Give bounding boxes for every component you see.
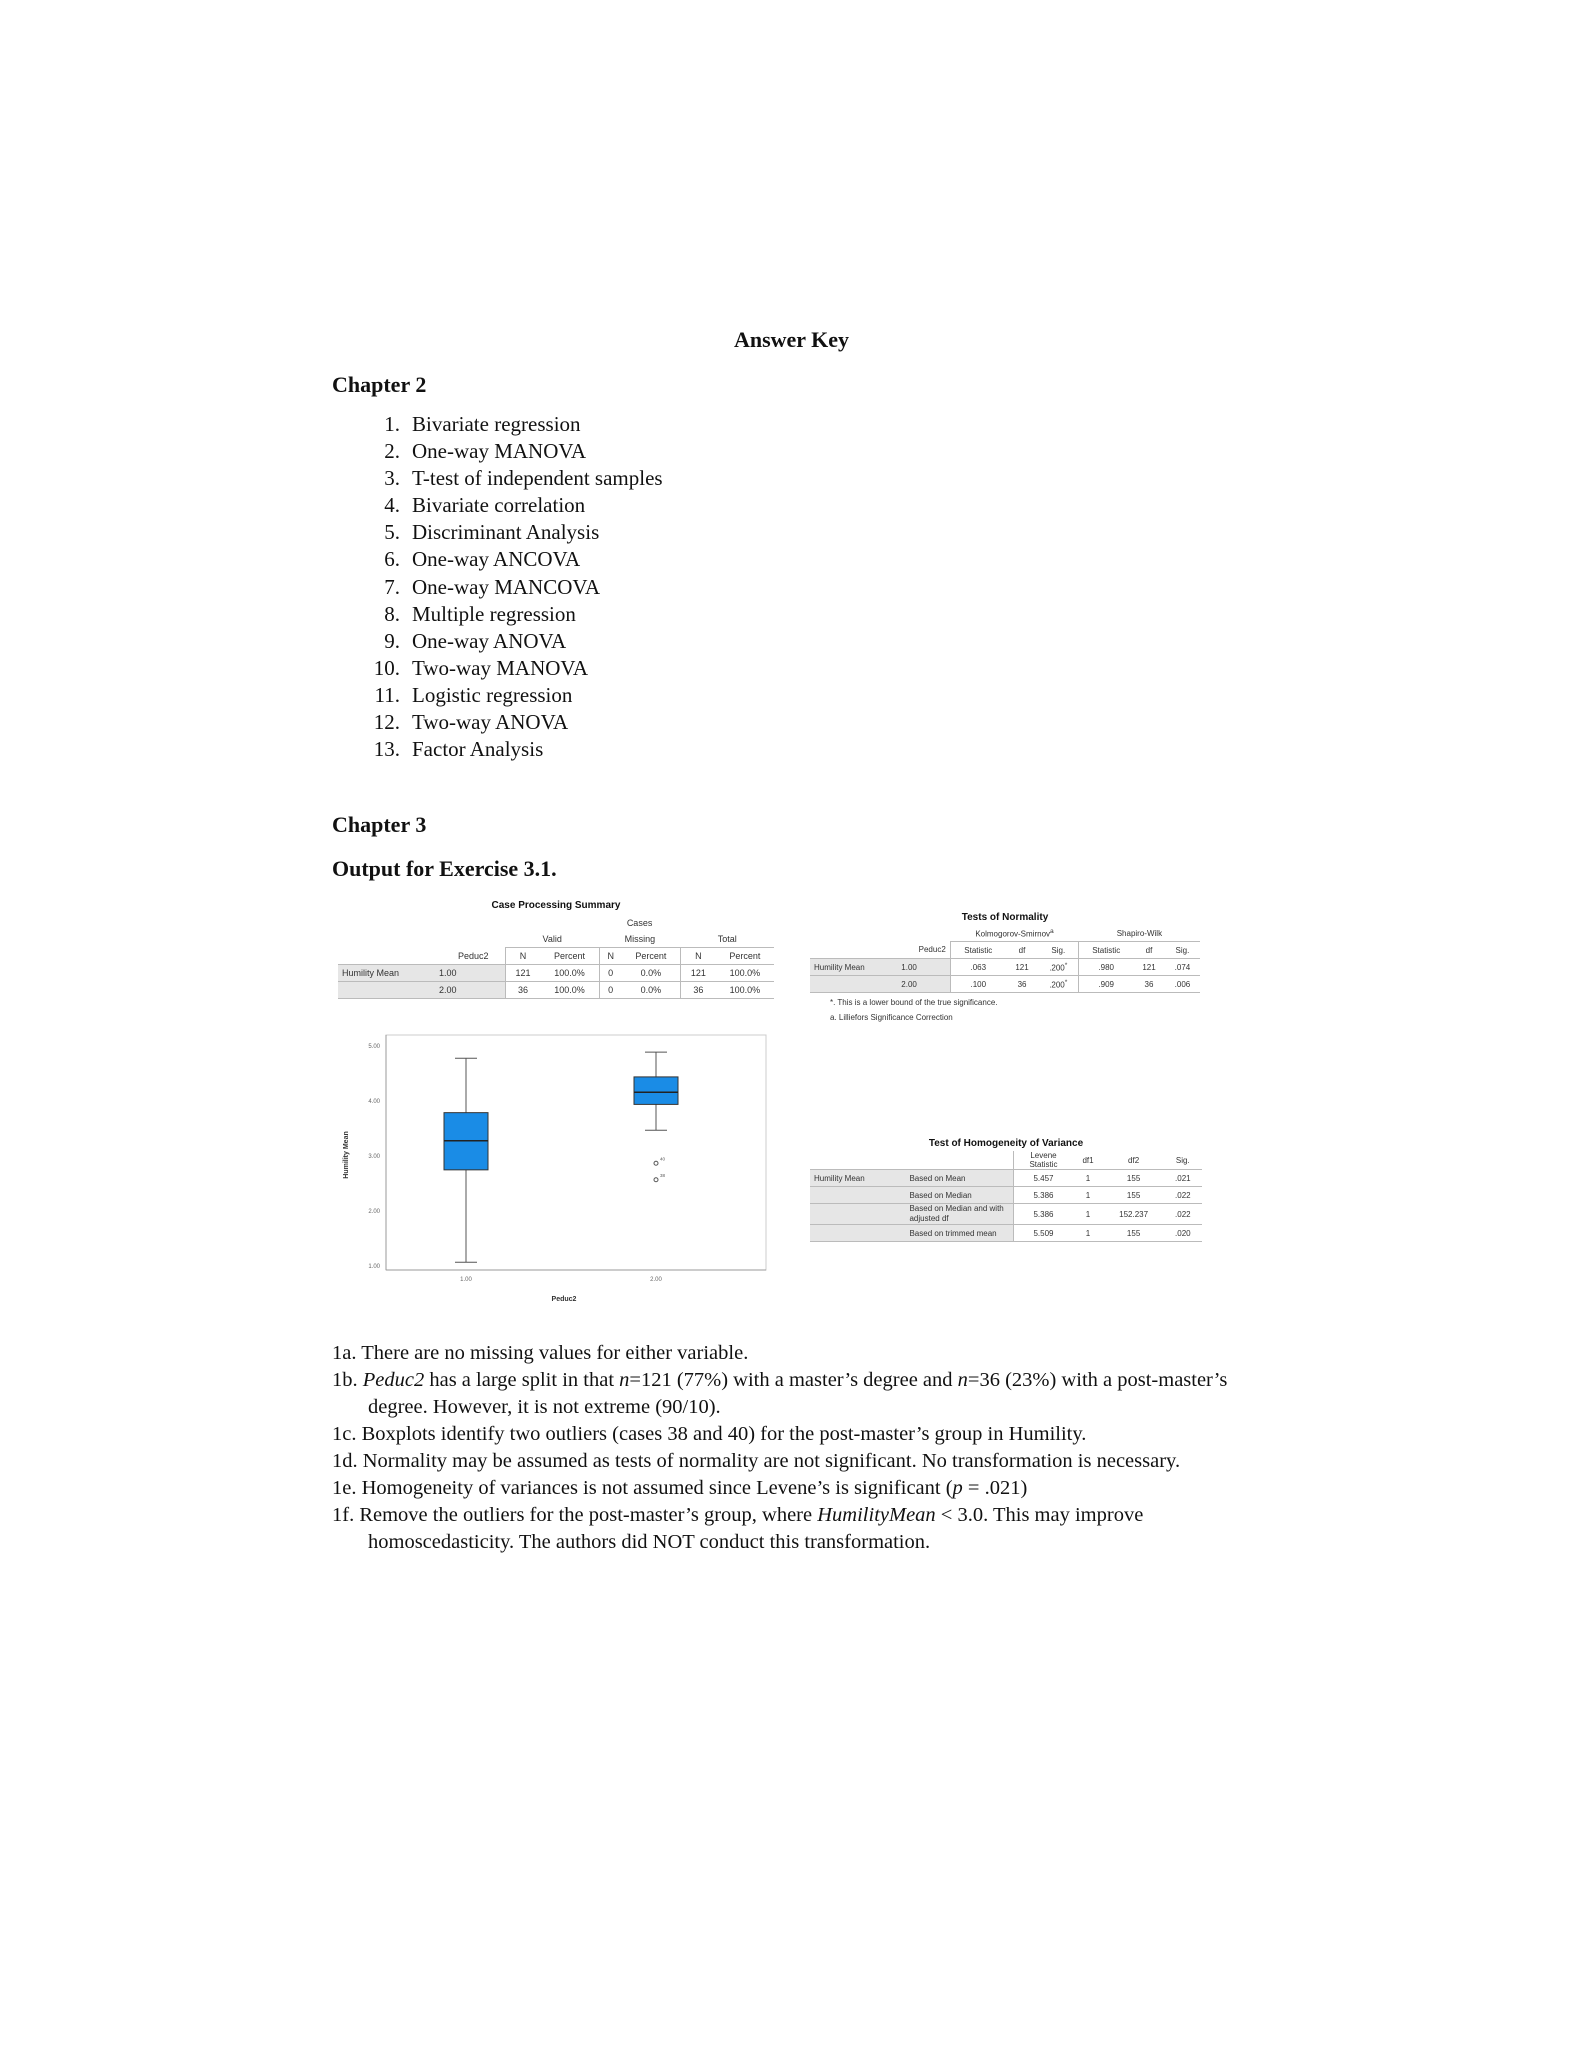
list-item <box>364 709 663 736</box>
table-cell: 1 <box>1085 1209 1091 1219</box>
row-group: 2.00 <box>435 982 492 999</box>
list-text: Logistic regression <box>412 682 573 707</box>
y-axis-label: Humility Mean <box>343 1131 350 1179</box>
list-number: 2. <box>384 439 400 464</box>
list-item <box>364 628 663 655</box>
list-item <box>364 438 663 465</box>
cases-label: Cases <box>626 918 653 928</box>
table-cell: .100 <box>950 976 1006 993</box>
list-number: 12. <box>373 710 400 735</box>
table-cell: 100.0% <box>729 968 761 978</box>
col-sig: Sig. <box>1051 945 1066 955</box>
page-title: Answer Key <box>733 327 850 352</box>
list-text: Bivariate correlation <box>412 493 586 518</box>
col-n: N <box>681 948 716 965</box>
case-processing-table <box>338 915 774 999</box>
table-cell: 36 <box>1017 979 1027 989</box>
table-cell: 121 <box>681 965 716 982</box>
list-item <box>364 655 663 682</box>
y-tick-label: 2.00 <box>368 1209 380 1215</box>
col-percent: Percent <box>729 951 761 961</box>
col-statistic: Statistic <box>1079 942 1133 959</box>
row-method: Based on Mean <box>905 1170 1014 1187</box>
answer-label: 1e. <box>332 1477 357 1499</box>
table-cell: .074 <box>1174 962 1191 972</box>
answer-text: Boxplots identify two outliers (cases 38 and 40) for the post-master’s group in Humility. <box>361 1423 1087 1445</box>
table-cell: 0.0% <box>640 985 662 995</box>
row-group: 1.00 <box>897 959 950 976</box>
answer-item <box>332 1421 1252 1448</box>
col-sig: Sig. <box>1175 945 1190 955</box>
answer-label: 1d. <box>332 1450 358 1472</box>
table-cell: 0 <box>599 965 621 982</box>
col-percent: Percent <box>635 951 667 961</box>
list-number: 13. <box>373 737 400 762</box>
answer-text: =36 (23%) with a post-master’s degree. However, it is not extreme (90/10). <box>368 1369 1228 1418</box>
table-cell: 100.0% <box>554 985 585 995</box>
normality-note: *. This is a lower bound of the true significance. <box>830 998 998 1007</box>
x-tick-label: 1.00 <box>460 1277 472 1283</box>
table-cell: 152.237 <box>1119 1209 1149 1219</box>
row-label: Humility Mean <box>338 965 435 982</box>
table-cell: .021 <box>1175 1173 1191 1183</box>
list-number: 8. <box>384 601 400 626</box>
answer-label: 1b. <box>332 1369 358 1391</box>
row-method: Based on Median <box>905 1187 1014 1204</box>
ks-label: Kolmogorov-Smirnov <box>975 929 1051 939</box>
footnote-mark: * <box>1064 961 1068 969</box>
answer-label: 1f. <box>332 1504 355 1526</box>
list-item <box>364 492 663 519</box>
normality-note: a. Lilliefors Significance Correction <box>830 1013 953 1022</box>
homogeneity-title: Test of Homogeneity of Variance <box>928 1138 1084 1149</box>
table-cell: .020 <box>1175 1228 1191 1238</box>
list-number: 7. <box>384 574 400 599</box>
chapter2-heading: Chapter 2 <box>332 372 427 397</box>
table-cell: .022 <box>1175 1209 1191 1219</box>
boxplot-chart <box>336 1030 780 1315</box>
row-method: Based on Median and with adjusted df <box>905 1204 1014 1225</box>
case-processing-title: Case Processing Summary <box>491 900 621 911</box>
group-total: Total <box>681 931 774 948</box>
group-valid: Valid <box>505 931 599 948</box>
answer-label: 1a. <box>332 1342 357 1364</box>
y-tick-label: 5.00 <box>368 1044 380 1050</box>
table-cell: 121 <box>1015 962 1029 972</box>
row-label: Humility Mean <box>810 1170 905 1187</box>
table-cell: 100.0% <box>554 968 585 978</box>
list-item <box>364 546 663 573</box>
case-processing-summary <box>338 900 774 999</box>
ks-footnote-mark: a <box>1050 927 1054 935</box>
list-item <box>364 519 663 546</box>
col-df2: df2 <box>1128 1155 1140 1165</box>
group-missing: Missing <box>599 931 680 948</box>
chapter2-list <box>364 411 663 763</box>
table-cell: 1 <box>1085 1228 1091 1238</box>
list-text: One-way MANCOVA <box>412 574 601 599</box>
list-text: Factor Analysis <box>412 737 544 762</box>
normality-table <box>810 925 1200 993</box>
x-axis-label: Peduc2 <box>551 1296 577 1303</box>
list-number: 10. <box>373 655 400 680</box>
answer-text: p <box>952 1477 963 1499</box>
table-cell: 0.0% <box>640 968 662 978</box>
answer-text: =121 (77%) with a master’s degree and <box>629 1369 958 1391</box>
table-cell: .200 <box>1049 963 1065 973</box>
table-cell: 5.386 <box>1014 1187 1073 1204</box>
answer-text: Normality may be assumed as tests of normality are not significant. No transformation is necessary. <box>362 1450 1181 1472</box>
table-cell: 155 <box>1126 1190 1141 1200</box>
col-statistic: Statistic <box>950 942 1006 959</box>
list-number: 11. <box>374 682 400 707</box>
table-cell: .006 <box>1174 979 1191 989</box>
answer-item <box>332 1367 1252 1421</box>
col-levene: Levene Statistic <box>1014 1151 1073 1170</box>
table-cell: 36 <box>681 982 716 999</box>
table-cell: .063 <box>950 959 1006 976</box>
answer-item <box>332 1340 1252 1367</box>
list-text: Two-way MANOVA <box>412 655 589 680</box>
chapter3-heading: Chapter 3 <box>332 812 427 837</box>
outlier-label: 40 <box>660 1156 666 1162</box>
answer-text: HumilityMean <box>817 1504 936 1526</box>
answer-item <box>332 1448 1252 1475</box>
list-item <box>364 465 663 492</box>
table-cell: 5.457 <box>1014 1170 1073 1187</box>
table-cell: 36 <box>505 982 540 999</box>
table-cell: 5.386 <box>1014 1204 1073 1225</box>
list-text: Bivariate regression <box>412 412 581 436</box>
answer-text: has a large split in that <box>424 1369 620 1391</box>
y-tick-label: 3.00 <box>368 1154 380 1160</box>
col-df: df <box>1018 945 1026 955</box>
table-cell: 1 <box>1085 1173 1091 1183</box>
group-var-header: Peduc2 <box>918 945 946 955</box>
table-cell: 5.509 <box>1014 1225 1073 1242</box>
plot-area <box>386 1035 766 1270</box>
answer-list <box>332 1340 1252 1556</box>
x-tick-label: 2.00 <box>650 1277 662 1283</box>
list-number: 1. <box>384 412 400 436</box>
row-label: Humility Mean <box>810 959 897 976</box>
answer-text: = .021) <box>962 1477 1028 1499</box>
list-number: 4. <box>384 493 400 518</box>
col-n: N <box>505 948 540 965</box>
list-text: One-way MANOVA <box>412 439 587 464</box>
outlier-label: 38 <box>660 1172 666 1178</box>
table-cell: 121 <box>505 965 540 982</box>
answer-label: 1c. <box>332 1423 357 1445</box>
answer-text: n <box>619 1369 630 1391</box>
list-text: Multiple regression <box>412 601 576 626</box>
list-text: Two-way ANOVA <box>412 710 569 735</box>
table-cell: 1 <box>1085 1190 1091 1200</box>
answer-item <box>332 1475 1252 1502</box>
list-text: One-way ANOVA <box>412 628 567 653</box>
answer-text: Remove the outliers for the post-master’s group, where <box>359 1504 818 1526</box>
col-sig: Sig. <box>1175 1155 1190 1165</box>
y-tick-label: 4.00 <box>368 1099 380 1105</box>
answer-text: < 3.0. This may improve homoscedasticity. The authors did NOT conduct this transformation. <box>368 1504 1144 1553</box>
boxplot-svg <box>336 1030 780 1315</box>
col-df1: df1 <box>1082 1155 1094 1165</box>
list-item <box>364 682 663 709</box>
answer-text: n <box>957 1369 968 1391</box>
exercise-heading: Output for Exercise 3.1. <box>332 856 557 881</box>
row-method: Based on trimmed mean <box>905 1225 1014 1242</box>
list-text: One-way ANCOVA <box>412 547 581 572</box>
list-item <box>364 601 663 628</box>
table-cell: 0 <box>599 982 621 999</box>
list-text: Discriminant Analysis <box>412 520 600 545</box>
table-cell: 100.0% <box>729 985 761 995</box>
table-cell: 121 <box>1142 962 1156 972</box>
answer-text: Homogeneity of variances is not assumed since Levene’s is significant ( <box>361 1477 953 1499</box>
tests-of-normality <box>810 912 1200 1025</box>
answer-text: There are no missing values for either variable. <box>361 1342 749 1364</box>
list-text: T-test of independent samples <box>412 466 663 491</box>
col-percent: Percent <box>553 951 586 961</box>
list-number: 6. <box>384 547 400 572</box>
footnote-mark: * <box>1064 978 1068 986</box>
homogeneity-table <box>810 1151 1202 1242</box>
table-cell: .200 <box>1049 980 1065 990</box>
answer-text: Peduc2 <box>362 1369 425 1391</box>
table-cell: .909 <box>1079 976 1133 993</box>
row-group: 2.00 <box>897 976 950 993</box>
list-number: 3. <box>384 466 400 491</box>
table-cell: 155 <box>1126 1228 1141 1238</box>
list-item <box>364 411 663 438</box>
table-cell: 36 <box>1144 979 1154 989</box>
answer-item <box>332 1502 1252 1556</box>
table-cell: 155 <box>1126 1173 1141 1183</box>
col-n: N <box>599 948 621 965</box>
homogeneity-of-variance <box>810 1138 1202 1242</box>
list-number: 5. <box>384 520 400 545</box>
normality-title: Tests of Normality <box>961 912 1049 923</box>
table-cell: .980 <box>1079 959 1133 976</box>
group-var-header: Peduc2 <box>457 950 489 961</box>
list-number: 9. <box>384 628 400 653</box>
list-item <box>364 736 663 763</box>
list-item <box>364 574 663 601</box>
col-df: df <box>1145 945 1153 955</box>
sw-label: Shapiro-Wilk <box>1079 925 1200 942</box>
box <box>634 1077 678 1105</box>
y-tick-label: 1.00 <box>368 1264 380 1270</box>
table-cell: .022 <box>1175 1190 1191 1200</box>
row-group: 1.00 <box>435 965 492 982</box>
